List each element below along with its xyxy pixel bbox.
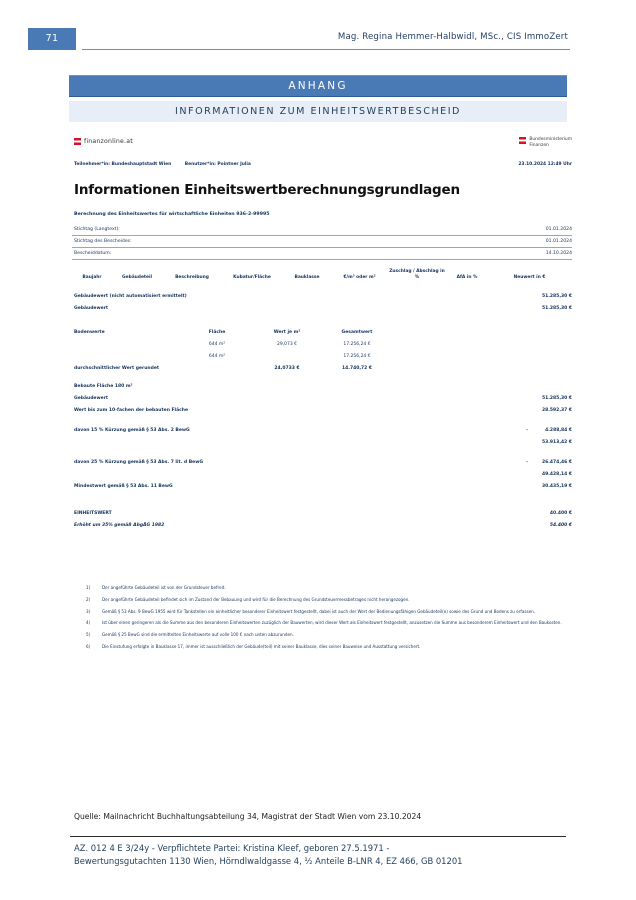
- col-kubatur-flaeche: Kubatur/Fläche: [233, 274, 271, 280]
- document-user-line: [72, 162, 572, 175]
- user-info: [74, 162, 263, 167]
- land-col-gesamtwert: Gesamtwert: [341, 330, 373, 336]
- key-value-row: [72, 236, 572, 248]
- increased-unit-value-row: [72, 521, 572, 533]
- land-value-row: [72, 339, 572, 351]
- calculation-section-title: Berechnung des Einheitswertes für wirtschaftliche Einheiten 936-2-99995: [74, 212, 270, 217]
- footnotes-list: [72, 585, 572, 650]
- row-amount: 28.592,37 €: [541, 408, 572, 414]
- result-row: [72, 406, 572, 418]
- footnote-text: Ist über einen geringeren als die Summe aus den besonderen Einheitswerten zuzüglich der Bauwerten, wird dieser Wert als Einheitswert festgestellt, anzusetzen die Summe aus besonderem Einheitswert und den Baukosten.: [102, 620, 562, 626]
- minus-sign: -: [526, 460, 528, 466]
- ministry-logo: [519, 137, 572, 149]
- row-amount: 51.285,30 €: [541, 294, 572, 299]
- row-label: Bebaute Fläche 180 m²: [74, 384, 133, 390]
- land-header-row: [72, 327, 572, 339]
- row-amount: 54.400 €: [549, 523, 572, 529]
- row-label: EINHEITSWERT: [74, 511, 112, 517]
- footnote-text: Gemäß § 25 BewG sind die ermittelten Einheitswerte auf volle 100 € nach unten abzurunden.: [102, 631, 294, 637]
- footnote-number: 6): [86, 643, 91, 649]
- row-amount: 51.285,30 €: [541, 396, 572, 402]
- footnote-number: 1): [86, 585, 91, 591]
- land-area: 644 m²: [208, 342, 226, 348]
- document-heading: Informationen Einheitswertberechnungsgrundlagen: [74, 182, 460, 198]
- ministry-line-1: Bundesministerium: [529, 137, 572, 142]
- row-label: Mindestwert gemäß § 53 Abs. 11 BewG: [74, 484, 173, 490]
- land-col-wert-je-m2: Wert je m²: [273, 330, 301, 336]
- row-label: Erhöht um 35% gemäß AbgÄG 1982: [74, 523, 165, 529]
- row-amount: 26.474,46 €: [541, 460, 572, 466]
- result-row: [72, 438, 572, 450]
- footnote-text: Gemäß § 53 Abs. 9 BewG 1955 wird für Tankstellen ein einheitlicher besonderer Einheitswert festgestellt, dabei ist auch der Wert der Bedienungsfähigen Gebäudeteil(e) sowie des Grund und Bodens zu erfassen.: [102, 608, 536, 614]
- col-neuwert: Neuwert in €: [513, 274, 546, 280]
- row-label: Gebäudewert (nicht automatisiert ermittelt): [74, 294, 187, 299]
- footnote-number: 3): [86, 608, 91, 614]
- row-amount: 53.913,42 €: [541, 440, 572, 446]
- document-timestamp: 23.10.2024 12:49 Uhr: [518, 162, 572, 167]
- ministry-text: [529, 137, 572, 149]
- result-row: [72, 482, 572, 494]
- land-area: 644 m²: [208, 353, 226, 359]
- key-value-row: [72, 224, 572, 236]
- footnote-text: Der angeführte Gebäudeteil ist von der Grundsteuer befreit.: [102, 585, 226, 591]
- kv-key: Stichtag (Langtext):: [74, 226, 120, 232]
- result-row: [72, 394, 572, 406]
- result-row: [72, 470, 572, 482]
- footnote-item: [72, 609, 572, 615]
- col-zuschlag-abschlag: Zuschlag / Abschlag in %: [389, 269, 445, 280]
- row-amount: 4.288,84 €: [545, 428, 572, 434]
- land-value-row: [72, 351, 572, 363]
- row-amount: 49.428,14 €: [541, 472, 572, 478]
- kv-value: 01.01.2024: [545, 238, 572, 244]
- running-head: [0, 28, 636, 50]
- result-row: [72, 426, 572, 438]
- page-number: 71: [28, 28, 76, 50]
- appendix-subtitle-banner: INFORMATIONEN ZUM EINHEITSWERTBESCHEID: [69, 101, 567, 122]
- brand-label: finanzonline.at: [84, 138, 133, 145]
- col-afa: AfA in %: [456, 274, 478, 280]
- result-row: [72, 458, 572, 470]
- row-label: davon 15 % Kürzung gemäß § 53 Abs. 2 BewG: [74, 428, 190, 434]
- footnote-item: [72, 597, 572, 603]
- land-average-unit: 24,0733 €: [274, 365, 300, 371]
- land-total: 17.256,24 €: [343, 342, 371, 348]
- col-bauklasse: Bauklasse: [294, 274, 320, 280]
- footnote-item: [72, 632, 572, 638]
- footnote-text: Die Einstufung erfolgte in Bauklasse 17, immer ist ausschließlich der Gebäude(teil) mit seiner Bauklasse, dies seiner Bauweise und Ausstattung versichert.: [102, 643, 421, 649]
- col-preis-pro-einheit: €/m³ oder m²: [343, 274, 376, 280]
- building-valuation-table: [72, 269, 572, 286]
- finanzonline-document: [72, 136, 572, 655]
- building-value-row: [72, 304, 572, 316]
- footnote-number: 5): [86, 631, 91, 637]
- land-total: 17.256,24 €: [343, 353, 371, 359]
- appendix-banner: ANHANG: [69, 75, 567, 97]
- running-head-title: Mag. Regina Hemmer-Halbwidl, MSc., CIS ImmoZert: [337, 32, 568, 42]
- austria-flag-icon: [74, 138, 81, 145]
- land-unit-value: [252, 351, 322, 363]
- footnote-item: [72, 644, 572, 650]
- key-value-row: [72, 248, 572, 260]
- row-label: Gebäudewert: [74, 306, 109, 311]
- kv-value: 14.10.2024: [545, 250, 572, 256]
- col-baujahr: Baujahr: [82, 274, 102, 280]
- land-section-label: Bodenwerte: [74, 330, 105, 336]
- footer-line-2: Bewertungsgutachten 1130 Wien, Hörndlwaldgasse 4, ½ Anteile B-LNR 4, EZ 466, GB 01201: [74, 856, 463, 866]
- page-footer: [74, 842, 574, 868]
- row-amount: 30.435,19 €: [541, 484, 572, 490]
- kv-key: Stichtag des Bescheides:: [74, 238, 132, 244]
- land-average-total: 14.740,72 €: [341, 365, 373, 371]
- source-line: Quelle: Mailnachricht Buchhaltungsabteilung 34, Magistrat der Stadt Wien vom 23.10.2024: [74, 812, 422, 821]
- participant-label: Teilnehmer*in: Bundeshauptstadt Wien: [74, 162, 172, 167]
- row-label: davon 25 % Kürzung gemäß § 53 Abs. 7 lit. d BewG: [74, 460, 204, 466]
- austria-flag-icon-secondary: [519, 137, 526, 144]
- footnote-number: 4): [86, 620, 91, 626]
- document-topbar: [72, 136, 572, 162]
- footnote-item: [72, 620, 572, 626]
- result-row: [72, 382, 572, 394]
- finanzonline-brand: [74, 138, 133, 145]
- footer-rule: [70, 836, 566, 837]
- col-beschreibung: Beschreibung: [175, 274, 209, 280]
- land-average-label: durchschnittlicher Wert gerundet: [74, 365, 160, 371]
- minus-sign: -: [526, 428, 528, 434]
- row-amount: 40.400 €: [549, 511, 572, 517]
- user-label: Benutzer*in: Pointner Julia: [184, 162, 251, 167]
- row-label: Wert bis zum 10-fachen der bebauten Fläche: [74, 408, 189, 414]
- table-header-row: [72, 269, 572, 286]
- land-average-row: [72, 362, 572, 374]
- kv-value: 01.01.2024: [545, 226, 572, 232]
- land-value-table: [72, 327, 572, 374]
- ministry-line-2: Finanzen: [529, 143, 549, 148]
- running-head-rule: [82, 49, 570, 50]
- footnote-item: [72, 585, 572, 591]
- land-col-flaeche: Fläche: [208, 330, 226, 336]
- row-amount: 51.285,30 €: [541, 306, 572, 311]
- kv-key: Bescheiddatum:: [74, 250, 112, 256]
- footnote-text: Der angeführte Gebäudeteil befindet sich im Zustand der Bebauung und wird für die Berechnung des Grundsteuermessbetrages nicht herangezogen.: [102, 596, 410, 602]
- col-gebaeudeteil: Gebäudeteil: [121, 274, 153, 280]
- final-unit-value-row: [72, 509, 572, 521]
- row-label: Gebäudewert: [74, 396, 109, 402]
- footer-line-1: AZ. 012 4 E 3/24y - Verpflichtete Partei: Kristina Kleef, geboren 27.5.1971 -: [74, 843, 390, 853]
- building-value-row: [72, 292, 572, 304]
- land-unit-value: 29,073 €: [276, 342, 298, 348]
- footnote-number: 2): [86, 596, 91, 602]
